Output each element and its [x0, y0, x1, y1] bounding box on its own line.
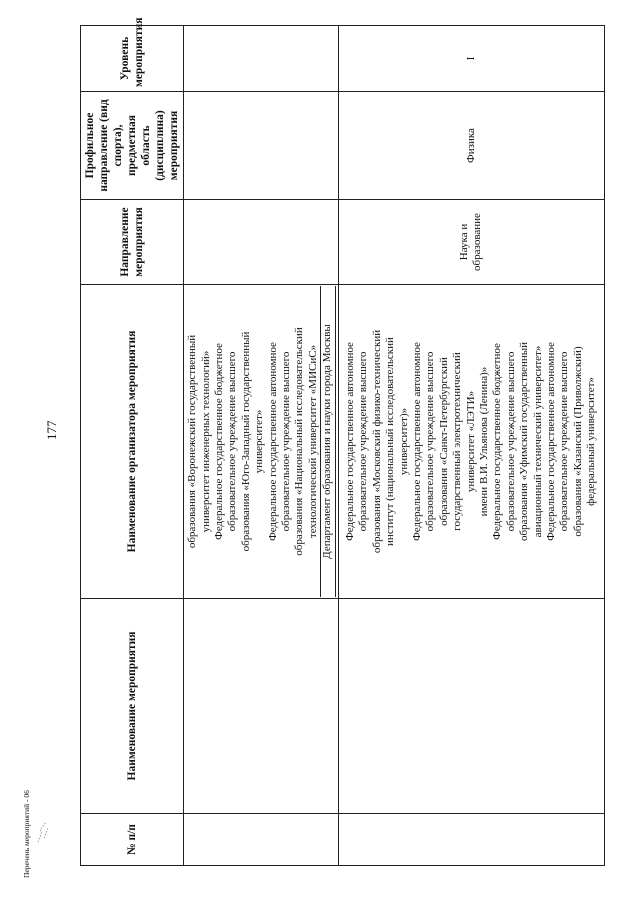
organizer-line: образования «Национальный исследовательский	[293, 327, 306, 556]
cell-profile: Физика	[338, 92, 604, 200]
organizer-line: образовательное учреждение высшего	[504, 351, 517, 532]
organizer-line: Федеральное государственное автономное	[545, 342, 558, 541]
cell-level: I	[338, 26, 604, 92]
page-number: 177	[44, 420, 59, 440]
cell-organizer	[338, 285, 604, 599]
organizer-line: образовательное учреждение высшего	[424, 351, 437, 532]
header-organizer: Наименование организатора мероприятия	[81, 285, 184, 599]
cell-num	[338, 814, 604, 866]
cell-level	[184, 26, 338, 92]
organizer-line: Федеральное государственное бюджетное	[212, 343, 225, 540]
table-row	[338, 26, 604, 866]
organizer-line: Федеральное государственное бюджетное	[491, 343, 504, 540]
organizer-line: университет «ЛЭТИ»	[464, 390, 477, 493]
organizer-line: образования «Юго-Западный государственный	[239, 331, 252, 552]
organizer-line: образования «Уфимский государственный	[518, 341, 531, 542]
header-level: Уровень мероприятия	[81, 26, 184, 92]
organizer-line: институт (национальный исследовательский	[384, 337, 397, 546]
cell-num	[184, 814, 338, 866]
organizer-line: образования «Московский физико-технический	[370, 329, 383, 554]
cell-event-name	[184, 599, 338, 814]
footer-note: Перечень мероприятий - 06	[22, 790, 31, 878]
organizer-line: авиационный технический университет»	[531, 345, 544, 538]
events-table	[80, 17, 605, 866]
table-header-row	[81, 26, 184, 866]
organizer-line: университет инженерных технологий»	[199, 350, 212, 533]
organizer-line: федеральный университет»	[585, 377, 598, 506]
organizer-line: технологический университет «МИСиС»	[306, 344, 319, 539]
header-event-name: Наименование мероприятия	[81, 599, 184, 814]
header-direction: Направление мероприятия	[81, 200, 184, 285]
cell-direction: Наука и образование	[338, 200, 604, 285]
cell-profile	[184, 92, 338, 200]
organizer-line: государственный электротехнический	[451, 352, 464, 531]
table-row	[184, 26, 338, 866]
organizer-line: образовательное учреждение высшего	[558, 351, 571, 532]
organizer-line: образования «Санкт-Петербургский	[437, 357, 450, 526]
cell-direction	[184, 200, 338, 285]
organizer-line: Федеральное государственное автономное	[266, 342, 279, 541]
rotated-sheet	[80, 17, 605, 866]
organizer-line: университет)»	[397, 407, 410, 476]
organizer-line: Федеральное государственное автономное	[410, 342, 423, 541]
header-profile: Профильное направление (вид спорта), предметная область (дисциплина) мероприятия	[81, 92, 184, 200]
cell-organizer	[184, 285, 338, 599]
organizer-line: Федеральное государственное автономное	[343, 342, 356, 541]
cell-event-name	[338, 599, 604, 814]
scan-smudge-mark	[36, 818, 50, 844]
organizer-line: образовательное учреждение высшего	[226, 351, 239, 532]
organizer-line: образовательное учреждение высшего	[279, 351, 292, 532]
organizer-line: имени В.И. Ульянова (Ленина)»	[477, 366, 490, 517]
department-line: Департамент образования и науки города Москвы	[320, 286, 335, 597]
organizer-line: образования «Казанский (Приволжский)	[571, 346, 584, 537]
organizer-line: образовательное учреждение высшего	[357, 351, 370, 532]
header-num: № п/п	[81, 814, 184, 866]
organizer-line: образования «Воронежский государственный	[186, 334, 199, 549]
organizer-line: университет»	[253, 409, 266, 474]
